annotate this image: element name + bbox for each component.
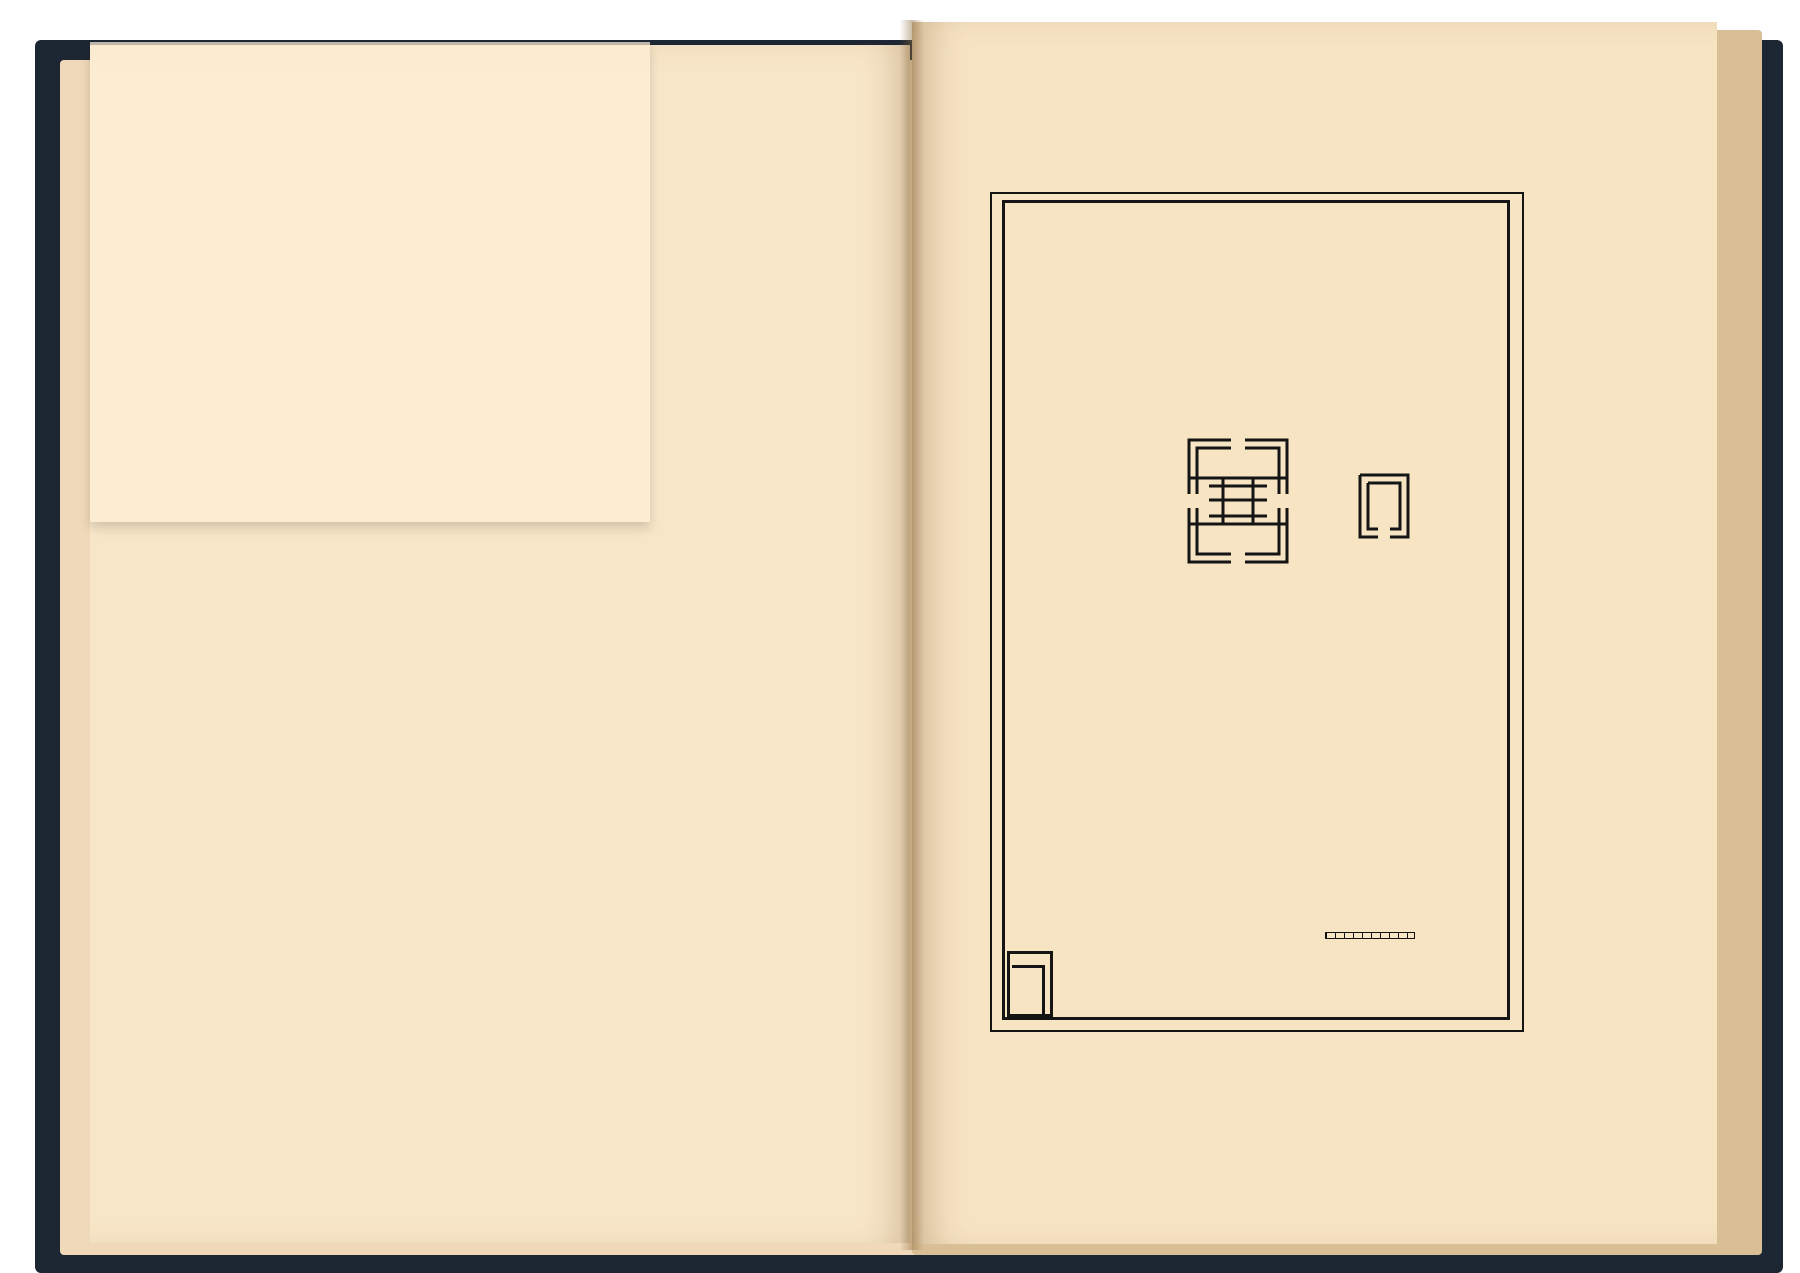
plan-outer-wall bbox=[1002, 200, 1510, 1020]
corner-structure bbox=[1007, 951, 1053, 1017]
ground-plan-figure bbox=[990, 192, 1524, 1032]
corner-structure-inner bbox=[1012, 965, 1045, 1014]
annex-building-plan bbox=[1358, 473, 1410, 539]
book-gutter bbox=[900, 20, 924, 1250]
scale-bar bbox=[1325, 932, 1415, 939]
running-head bbox=[370, 104, 388, 130]
main-house-plan bbox=[1187, 438, 1289, 564]
